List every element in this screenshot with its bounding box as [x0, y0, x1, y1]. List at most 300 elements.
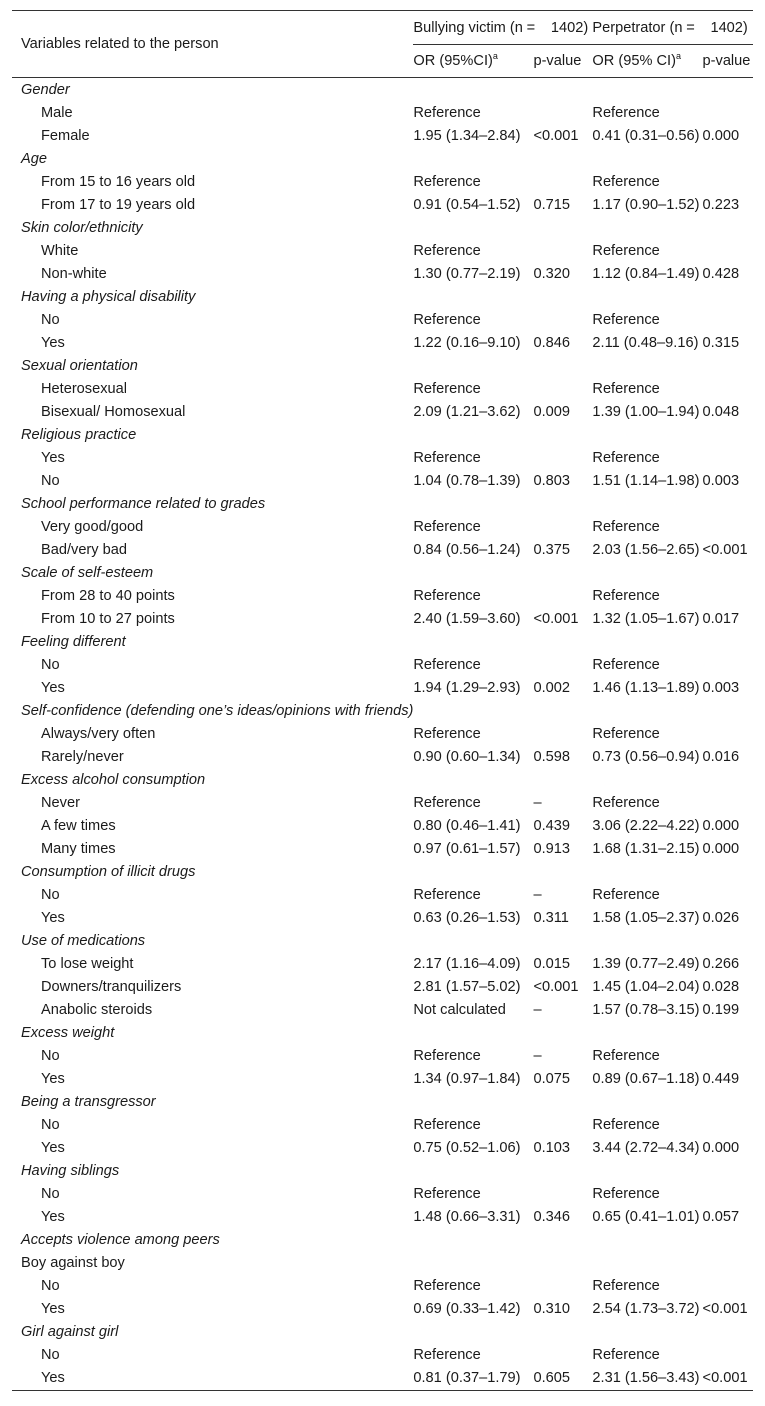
perp-pvalue-cell — [703, 377, 753, 400]
victim-or-cell: Reference — [413, 380, 481, 397]
victim-or-cell — [413, 492, 533, 515]
victim-or-cell — [413, 929, 533, 952]
row-label: No — [41, 1116, 60, 1133]
perp-or-cell — [592, 630, 702, 653]
perp-or-cell — [592, 1228, 702, 1251]
perp-or-cell: Reference — [592, 794, 660, 811]
table-header — [12, 11, 753, 78]
victim-pvalue-cell: – — [533, 794, 542, 811]
victim-or-cell — [413, 216, 533, 239]
victim-or-cell: 1.48 (0.66–3.31) — [413, 1208, 521, 1225]
perp-or-cell: Reference — [592, 886, 660, 903]
row-label: Religious practice — [21, 426, 137, 443]
victim-pvalue-cell: 0.605 — [533, 1366, 592, 1391]
victim-pvalue-cell: – — [533, 1047, 542, 1064]
victim-group-header — [413, 11, 592, 45]
perp-pvalue-cell: 0.028 — [702, 978, 740, 995]
victim-or-cell — [413, 630, 533, 653]
perp-or-cell: Reference — [592, 587, 660, 604]
victim-or-cell: Reference — [413, 311, 481, 328]
victim-or-cell: 0.97 (0.61–1.57) — [413, 840, 521, 857]
category-row — [12, 1251, 753, 1274]
perp-or-cell: 3.06 (2.22–4.22) — [592, 817, 700, 834]
table-row — [12, 1343, 753, 1366]
perp-pvalue-header: p-value — [703, 45, 753, 78]
victim-or-cell: 1.04 (0.78–1.39) — [413, 472, 521, 489]
victim-pvalue-cell — [533, 492, 592, 515]
table-row — [12, 584, 753, 607]
perp-pvalue-cell — [703, 768, 753, 791]
category-row — [12, 630, 753, 653]
perp-or-cell — [592, 561, 702, 584]
table-row — [12, 1297, 753, 1320]
perp-pvalue-cell: <0.001 — [702, 541, 748, 558]
row-label: Heterosexual — [41, 380, 127, 397]
table-row — [12, 998, 753, 1021]
perp-or-cell: Reference — [592, 656, 660, 673]
victim-pvalue-cell — [533, 1113, 592, 1136]
victim-pvalue-cell: 0.439 — [533, 817, 570, 834]
row-label: To lose weight — [41, 955, 134, 972]
perp-pvalue-cell — [703, 929, 753, 952]
row-label: Anabolic steroids — [41, 1001, 153, 1018]
perp-pvalue-cell — [703, 492, 753, 515]
perp-or-cell — [592, 768, 702, 791]
row-label: Non-white — [41, 265, 107, 282]
perp-pvalue-cell — [703, 1159, 753, 1182]
victim-pvalue-cell: 0.009 — [533, 403, 570, 420]
table-row — [12, 883, 753, 906]
category-row — [12, 147, 753, 170]
perp-pvalue-cell — [703, 630, 753, 653]
row-label: Sexual orientation — [21, 357, 138, 374]
perp-or-cell: 1.68 (1.31–2.15) — [592, 840, 700, 857]
row-label: No — [41, 1346, 60, 1363]
row-label: No — [41, 1185, 60, 1202]
victim-or-cell: Reference — [413, 794, 481, 811]
row-label: Yes — [41, 1208, 65, 1225]
victim-or-cell: 2.17 (1.16–4.09) — [413, 955, 521, 972]
table-row — [12, 837, 753, 860]
row-label: Scale of self-esteem — [21, 564, 154, 581]
victim-or-cell: 2.09 (1.21–3.62) — [413, 403, 521, 420]
victim-group-eq: = — [526, 19, 536, 36]
perp-or-cell — [592, 1021, 702, 1044]
perp-pvalue-cell: 0.223 — [702, 196, 740, 213]
perp-or-cell — [592, 354, 702, 377]
table-row — [12, 262, 753, 285]
table-row — [12, 469, 753, 492]
row-label: Bad/very bad — [41, 541, 127, 558]
perp-pvalue-cell: 0.266 — [702, 955, 740, 972]
row-label: Accepts violence among peers — [21, 1231, 220, 1248]
victim-pvalue-cell — [533, 1343, 592, 1366]
victim-or-cell: Reference — [413, 587, 481, 604]
row-label: Excess alcohol consumption — [21, 771, 206, 788]
victim-pvalue-cell — [533, 170, 592, 193]
table-row — [12, 193, 753, 216]
victim-pvalue-cell: 0.375 — [533, 541, 570, 558]
victim-pvalue-cell — [533, 584, 592, 607]
row-label: Very good/good — [41, 518, 144, 535]
perp-pvalue-cell: 0.026 — [702, 909, 740, 926]
odds-ratio-table — [12, 10, 753, 1391]
row-label: From 28 to 40 points — [41, 587, 175, 604]
victim-pvalue-cell: 0.803 — [533, 472, 570, 489]
victim-or-cell: Reference — [413, 656, 481, 673]
victim-pvalue-header: p-value — [533, 45, 592, 78]
header-row-groups — [12, 11, 753, 45]
perp-or-cell: Reference — [592, 1346, 660, 1363]
row-label: Having siblings — [21, 1162, 120, 1179]
table-row — [12, 377, 753, 400]
perp-pvalue-cell — [703, 101, 753, 124]
perp-or-cell — [592, 860, 702, 883]
victim-or-cell: 0.84 (0.56–1.24) — [413, 541, 521, 558]
row-label: Age — [21, 150, 47, 167]
perp-pvalue-cell — [703, 1343, 753, 1366]
perp-pvalue-cell — [703, 1320, 753, 1343]
row-label: Yes — [41, 679, 65, 696]
perp-pvalue-cell — [703, 860, 753, 883]
row-label: No — [41, 1277, 60, 1294]
perp-or-cell — [592, 492, 702, 515]
row-label: Yes — [41, 1139, 65, 1156]
victim-or-cell — [413, 1228, 533, 1251]
perp-or-cell — [592, 285, 702, 308]
victim-pvalue-cell: <0.001 — [533, 610, 579, 627]
victim-or-cell: Reference — [413, 449, 481, 466]
perp-or-cell: 1.12 (0.84–1.49) — [592, 265, 700, 282]
victim-or-cell — [413, 699, 533, 722]
perp-or-cell: Reference — [592, 242, 660, 259]
row-label: Gender — [21, 81, 70, 98]
row-label: Yes — [12, 1366, 413, 1391]
table-row — [12, 1205, 753, 1228]
victim-or-cell — [413, 1090, 533, 1113]
victim-pvalue-cell — [533, 1228, 592, 1251]
victim-pvalue-cell: 0.002 — [533, 679, 570, 696]
perp-or-cell: 1.39 (0.77–2.49) — [592, 955, 700, 972]
victim-pvalue-cell — [533, 653, 592, 676]
row-label: Bisexual/ Homosexual — [41, 403, 186, 420]
category-row — [12, 1021, 753, 1044]
perp-pvalue-cell — [703, 78, 753, 102]
perp-pvalue-cell: 0.016 — [702, 748, 740, 765]
row-label: Excess weight — [21, 1024, 115, 1041]
perp-pvalue-cell — [703, 653, 753, 676]
victim-or-cell — [413, 561, 533, 584]
table-row — [12, 124, 753, 147]
victim-or-cell: 0.63 (0.26–1.53) — [413, 909, 521, 926]
victim-or-cell: Reference — [413, 1277, 481, 1294]
victim-or-cell: 1.22 (0.16–9.10) — [413, 334, 521, 351]
victim-group-n: 1402) — [550, 19, 589, 36]
perp-pvalue-cell — [703, 791, 753, 814]
perp-or-cell — [592, 147, 702, 170]
victim-or-cell — [413, 1320, 533, 1343]
perp-pvalue-cell: 0.428 — [702, 265, 740, 282]
table-row — [12, 101, 753, 124]
perp-pvalue-cell — [703, 699, 753, 722]
table-row — [12, 239, 753, 262]
perp-or-cell: 1.17 (0.90–1.52) — [592, 196, 700, 213]
row-label: Boy against boy — [21, 1254, 125, 1271]
row-label: Male — [41, 104, 73, 121]
category-row — [12, 423, 753, 446]
victim-or-cell: Reference — [413, 1116, 481, 1133]
perp-or-cell: 3.44 (2.72–4.34) — [592, 1139, 700, 1156]
perp-or-cell — [592, 1320, 702, 1343]
row-label: White — [41, 242, 79, 259]
perp-pvalue-cell — [703, 308, 753, 331]
victim-pvalue-cell — [533, 216, 592, 239]
victim-or-cell: 1.34 (0.97–1.84) — [413, 1070, 521, 1087]
perp-pvalue-cell: 0.000 — [702, 1139, 740, 1156]
perp-pvalue-cell — [703, 285, 753, 308]
perp-pvalue-cell: 0.000 — [702, 127, 740, 144]
table-row — [12, 791, 753, 814]
category-row — [12, 216, 753, 239]
perp-or-cell — [592, 699, 702, 722]
victim-pvalue-cell — [533, 1021, 592, 1044]
victim-pvalue-cell: 0.846 — [533, 334, 570, 351]
victim-pvalue-cell — [533, 1090, 592, 1113]
perp-or-cell: 0.89 (0.67–1.18) — [592, 1070, 700, 1087]
perp-pvalue-cell: <0.001 — [703, 1366, 753, 1391]
table-row — [12, 975, 753, 998]
perp-group-n: 1402) — [710, 19, 748, 36]
victim-pvalue-cell — [533, 239, 592, 262]
victim-or-cell — [413, 1159, 533, 1182]
victim-or-cell: 1.30 (0.77–2.19) — [413, 265, 521, 282]
category-row — [12, 561, 753, 584]
victim-or-cell: 0.90 (0.60–1.34) — [413, 748, 521, 765]
row-label: No — [41, 886, 60, 903]
row-label: Consumption of illicit drugs — [21, 863, 196, 880]
perp-pvalue-cell — [703, 1251, 753, 1274]
perp-or-label: OR (95% CI) — [592, 53, 676, 69]
category-row — [12, 768, 753, 791]
table-row — [12, 538, 753, 561]
perp-or-cell: Reference — [592, 311, 660, 328]
perp-or-cell: 1.39 (1.00–1.94) — [592, 403, 700, 420]
victim-pvalue-cell — [533, 515, 592, 538]
victim-pvalue-cell — [533, 699, 592, 722]
perp-pvalue-cell — [703, 1113, 753, 1136]
table-row — [12, 722, 753, 745]
variables-header: Variables related to the person — [12, 11, 413, 78]
table-row — [12, 814, 753, 837]
victim-pvalue-cell: – — [533, 1001, 542, 1018]
row-label: Downers/tranquilizers — [41, 978, 182, 995]
perp-or-cell: Reference — [592, 449, 660, 466]
row-label: Yes — [41, 909, 65, 926]
table-row — [12, 170, 753, 193]
perp-or-cell — [592, 423, 702, 446]
victim-pvalue-cell: <0.001 — [533, 127, 579, 144]
table-row — [12, 1366, 753, 1391]
category-row — [12, 285, 753, 308]
row-label: Many times — [41, 840, 116, 857]
victim-or-cell: Reference — [413, 725, 481, 742]
table-row — [12, 308, 753, 331]
table-row — [12, 952, 753, 975]
victim-or-cell — [413, 860, 533, 883]
victim-or-cell — [413, 768, 533, 791]
victim-pvalue-cell: 0.715 — [533, 196, 570, 213]
perp-or-cell: Reference — [592, 1277, 660, 1294]
category-row — [12, 354, 753, 377]
perp-pvalue-cell — [703, 216, 753, 239]
perp-pvalue-cell — [703, 1274, 753, 1297]
victim-or-cell: 0.69 (0.33–1.42) — [413, 1300, 521, 1317]
victim-or-cell: Reference — [413, 242, 481, 259]
perp-pvalue-cell — [703, 1021, 753, 1044]
victim-pvalue-cell — [533, 308, 592, 331]
perp-or-cell: Reference — [592, 173, 660, 190]
victim-pvalue-cell — [533, 561, 592, 584]
victim-pvalue-cell: <0.001 — [533, 978, 579, 995]
category-row — [12, 1228, 753, 1251]
victim-pvalue-cell: 0.311 — [533, 909, 569, 926]
perp-or-cell: 0.41 (0.31–0.56) — [592, 127, 700, 144]
row-label: Self-confidence (defending one’s ideas/opinions with friends) — [21, 702, 414, 719]
victim-pvalue-cell — [533, 78, 592, 102]
table-row — [12, 1113, 753, 1136]
victim-or-cell — [413, 1251, 533, 1274]
table-row — [12, 1044, 753, 1067]
row-label: From 10 to 27 points — [41, 610, 175, 627]
perp-pvalue-cell: 0.199 — [702, 1001, 740, 1018]
category-row — [12, 860, 753, 883]
table-row — [12, 331, 753, 354]
victim-pvalue-cell — [533, 285, 592, 308]
perp-or-cell — [592, 216, 702, 239]
row-label: No — [41, 311, 60, 328]
victim-pvalue-cell — [533, 423, 592, 446]
victim-or-cell: Reference — [413, 173, 481, 190]
victim-or-cell: Reference — [413, 1185, 481, 1202]
perp-or-footnote: a — [675, 51, 681, 62]
victim-pvalue-cell: 0.598 — [533, 748, 570, 765]
victim-or-cell — [413, 78, 533, 102]
perp-pvalue-cell — [703, 446, 753, 469]
row-label: Yes — [41, 334, 65, 351]
row-label: No — [41, 656, 60, 673]
category-row — [12, 78, 753, 102]
row-label: School performance related to grades — [21, 495, 266, 512]
perp-or-cell: Reference — [592, 1185, 660, 1202]
table-row — [12, 1274, 753, 1297]
row-label: Rarely/never — [41, 748, 124, 765]
victim-or-cell: Reference — [413, 104, 481, 121]
victim-pvalue-cell: 0.075 — [533, 1070, 570, 1087]
perp-or-cell: 1.45 (1.04–2.04) — [592, 978, 700, 995]
perp-pvalue-cell — [703, 561, 753, 584]
victim-pvalue-cell — [533, 929, 592, 952]
row-label: Feeling different — [21, 633, 126, 650]
victim-pvalue-cell: – — [533, 886, 542, 903]
perp-pvalue-cell — [703, 423, 753, 446]
victim-pvalue-cell — [533, 1274, 592, 1297]
perp-or-cell — [592, 78, 702, 102]
perp-pvalue-cell — [703, 1182, 753, 1205]
row-label: Yes — [41, 1070, 65, 1087]
perp-or-cell: Reference — [592, 1047, 660, 1064]
victim-pvalue-cell — [533, 147, 592, 170]
row-label: Having a physical disability — [21, 288, 196, 305]
perp-group-prefix: Perpetrator (n — [592, 19, 683, 36]
table-row — [12, 446, 753, 469]
victim-pvalue-cell: 0.015 — [533, 955, 570, 972]
category-row — [12, 699, 753, 722]
victim-or-cell — [413, 354, 533, 377]
victim-or-cell: 0.91 (0.54–1.52) — [413, 196, 521, 213]
victim-or-header — [413, 45, 533, 78]
table-row — [12, 515, 753, 538]
victim-or-label: OR (95%CI) — [413, 53, 493, 69]
victim-or-cell: Reference — [413, 1346, 481, 1363]
victim-or-footnote: a — [492, 51, 498, 62]
victim-pvalue-cell — [533, 1182, 592, 1205]
perp-or-cell: 2.11 (0.48–9.16) — [592, 334, 699, 351]
row-label: No — [41, 472, 60, 489]
perp-pvalue-cell — [703, 515, 753, 538]
table-row — [12, 1182, 753, 1205]
victim-pvalue-cell — [533, 860, 592, 883]
category-row — [12, 929, 753, 952]
perp-pvalue-cell — [703, 239, 753, 262]
perp-or-cell — [592, 1090, 702, 1113]
table-row — [12, 906, 753, 929]
row-label: Skin color/ethnicity — [21, 219, 143, 236]
perp-pvalue-cell: 0.003 — [702, 679, 740, 696]
perp-group-header — [592, 11, 753, 45]
victim-pvalue-cell — [533, 768, 592, 791]
category-row — [12, 1159, 753, 1182]
perp-or-cell: Reference — [592, 380, 660, 397]
perp-or-cell: 1.51 (1.14–1.98) — [592, 472, 700, 489]
victim-or-cell — [413, 285, 533, 308]
perp-pvalue-cell: <0.001 — [702, 1300, 748, 1317]
perp-or-cell: 1.32 (1.05–1.67) — [592, 610, 700, 627]
row-label: A few times — [41, 817, 116, 834]
table-row — [12, 745, 753, 768]
victim-pvalue-cell: 0.310 — [533, 1300, 570, 1317]
victim-or-cell — [413, 1021, 533, 1044]
victim-or-cell: Not calculated — [413, 1001, 506, 1018]
perp-pvalue-cell: 0.003 — [702, 472, 740, 489]
row-label: Being a transgressor — [21, 1093, 156, 1110]
perp-pvalue-cell: 0.000 — [702, 817, 740, 834]
row-label: Yes — [41, 1300, 65, 1317]
victim-pvalue-cell: 0.320 — [533, 265, 570, 282]
table-row — [12, 676, 753, 699]
row-label: From 17 to 19 years old — [41, 196, 196, 213]
table-body — [12, 78, 753, 1391]
perp-or-cell: 2.54 (1.73–3.72) — [592, 1300, 700, 1317]
perp-or-cell: 0.65 (0.41–1.01) — [592, 1208, 700, 1225]
category-row — [12, 1320, 753, 1343]
perp-or-cell: 1.57 (0.78–3.15) — [592, 1001, 700, 1018]
row-label: Yes — [41, 449, 65, 466]
perp-pvalue-cell — [703, 147, 753, 170]
table-row — [12, 1136, 753, 1159]
victim-pvalue-cell — [533, 1320, 592, 1343]
victim-or-cell: 1.95 (1.34–2.84) — [413, 127, 521, 144]
victim-pvalue-cell — [533, 377, 592, 400]
